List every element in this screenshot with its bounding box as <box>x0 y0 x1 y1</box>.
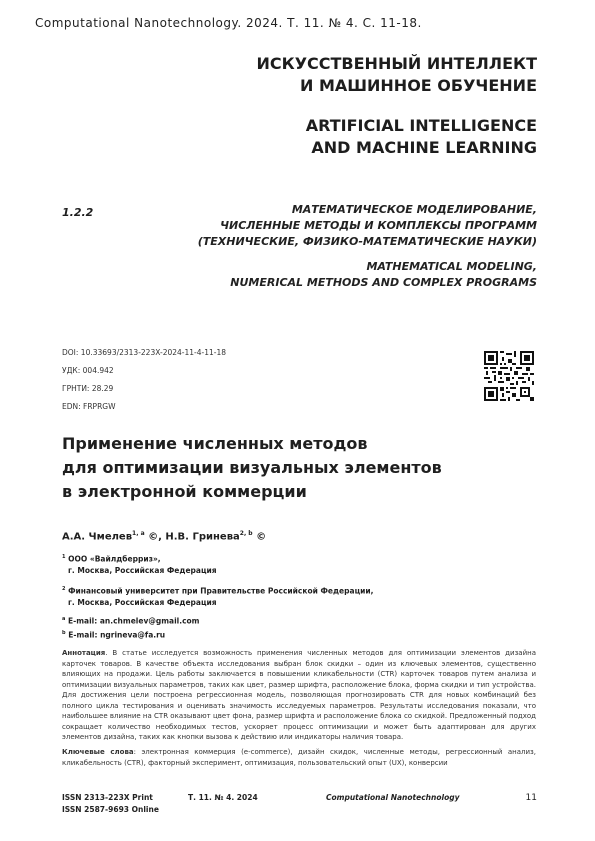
affiliation-city: г. Москва, Российская Федерация <box>68 565 217 575</box>
keywords <box>62 747 536 768</box>
specialty-code: 1.2.2 <box>62 206 94 219</box>
specialty-en-line2: NUMERICAL METHODS AND COMPLEX PROGRAMS <box>230 276 537 289</box>
author-separator: , <box>158 531 166 543</box>
abstract-text: . В статье исследуется возможность применения численных методов для оптимизации элементов дизайна карточек товаров. В качестве объекта исследования выбран блок скидки – один из ключевых элементов, существенно влияющих на продажи. Цель работы заключается в повышении кликабельности (CTR) карточек товаров путем анализа и оптимизации визуальных параметров, таких как цвет, размер шрифта, расположение блока, форма скидки и тип устройства. Для достижения цели построена регрессионная модель, позволяющая прогнозировать CTR для новых комбинаций без полного цикла тестирования и оценивать значимость исследуемых параметров. Результаты исследования показали, что наибольшее влияние на CTR оказывают цвет фона, размер шрифта и расположение блока со скидкой. Предложенный подход сокращает количество необходимых тестов, ускоряет процесс оптимизации и может быть адаптирован для других элементов дизайна, таких как кнопки вызова к действию или индикаторы наличия товара. <box>62 649 536 741</box>
affiliation-1 <box>62 552 217 576</box>
page-number: 11 <box>525 793 537 803</box>
specialty-ru-line1: МАТЕМАТИЧЕСКОЕ МОДЕЛИРОВАНИЕ, <box>291 203 537 216</box>
section-title-ru-line1: ИСКУССТВЕННЫЙ ИНТЕЛЛЕКТ <box>256 54 537 73</box>
email-letter: b <box>62 630 66 636</box>
copyright-mark: © <box>144 531 159 543</box>
article-title-line2: для оптимизации визуальных элементов <box>62 458 442 477</box>
grnti-code: ГРНТИ: 28.29 <box>62 384 114 393</box>
section-title-ru-line2: И МАШИННОЕ ОБУЧЕНИЕ <box>299 76 537 95</box>
qr-code-icon <box>484 351 534 401</box>
affiliation-city: г. Москва, Российская Федерация <box>68 597 217 607</box>
abstract <box>62 648 536 743</box>
journal-header: Computational Nanotechnology. 2024. Т. 11. № 4. С. 11-18. <box>35 16 422 30</box>
footer-issn <box>62 793 159 814</box>
affiliation-org: Финансовый университет при Правительстве Российской Федерации, <box>68 586 374 596</box>
issn-print: ISSN 2313-223X Print <box>62 793 153 802</box>
section-title-ru <box>256 53 537 97</box>
footer-volume: Т. 11. № 4. 2024 <box>188 793 258 802</box>
specialty-ru-line2: ЧИСЛЕННЫЕ МЕТОДЫ И КОМПЛЕКСЫ ПРОГРАММ <box>220 219 537 232</box>
keywords-label: Ключевые слова <box>62 748 134 756</box>
article-title <box>62 432 482 504</box>
article-title-line3: в электронной коммерции <box>62 482 307 501</box>
specialty-ru-line3: (ТЕХНИЧЕСКИЕ, ФИЗИКО-МАТЕМАТИЧЕСКИЕ НАУКИ) <box>197 235 537 248</box>
email-a <box>62 614 200 627</box>
affiliation-2 <box>62 584 374 608</box>
email-letter: a <box>62 616 66 622</box>
affiliation-org: ООО «Вайлдберриз», <box>68 554 161 564</box>
email-link[interactable]: E-mail: an.chmelev@gmail.com <box>68 616 200 626</box>
affiliation-number: 1 <box>62 554 66 560</box>
issn-online: ISSN 2587-9693 Online <box>62 805 159 814</box>
email-link[interactable]: E-mail: ngrineva@fa.ru <box>68 630 166 640</box>
author-name: А.А. Чмелев <box>62 531 133 543</box>
udk-code: УДК: 004.942 <box>62 366 114 375</box>
edn-code: EDN: FRPRGW <box>62 402 116 411</box>
abstract-label: Аннотация <box>62 649 106 657</box>
keywords-text: : электронная коммерция (e-commerce), дизайн скидок, численные методы, регрессионный анализ, кликабельность (CTR), факторный эксперимент, оптимизация, пользовательский опыт (UX), конверсии <box>62 748 536 767</box>
author-superscript: 1, a <box>132 530 145 537</box>
specialty-en <box>230 259 537 291</box>
affiliation-number: 2 <box>62 586 66 592</box>
author-superscript: 2, b <box>239 530 253 537</box>
copyright-mark: © <box>252 531 267 543</box>
author-name: Н.В. Гринева <box>165 531 240 543</box>
article-title-line1: Применение численных методов <box>62 434 368 453</box>
doi-link[interactable]: DOI: 10.33693/2313-223X-2024-11-4-11-18 <box>62 348 227 357</box>
email-b <box>62 628 165 641</box>
section-title-en-line1: ARTIFICIAL INTELLIGENCE <box>305 116 537 135</box>
specialty-ru <box>198 202 537 250</box>
specialty-en-line1: MATHEMATICAL MODELING, <box>366 260 537 273</box>
section-title-en <box>306 115 537 159</box>
section-title-en-line2: AND MACHINE LEARNING <box>311 138 537 157</box>
authors-line <box>62 530 266 542</box>
footer-journal: Computational Nanotechnology <box>326 793 460 802</box>
